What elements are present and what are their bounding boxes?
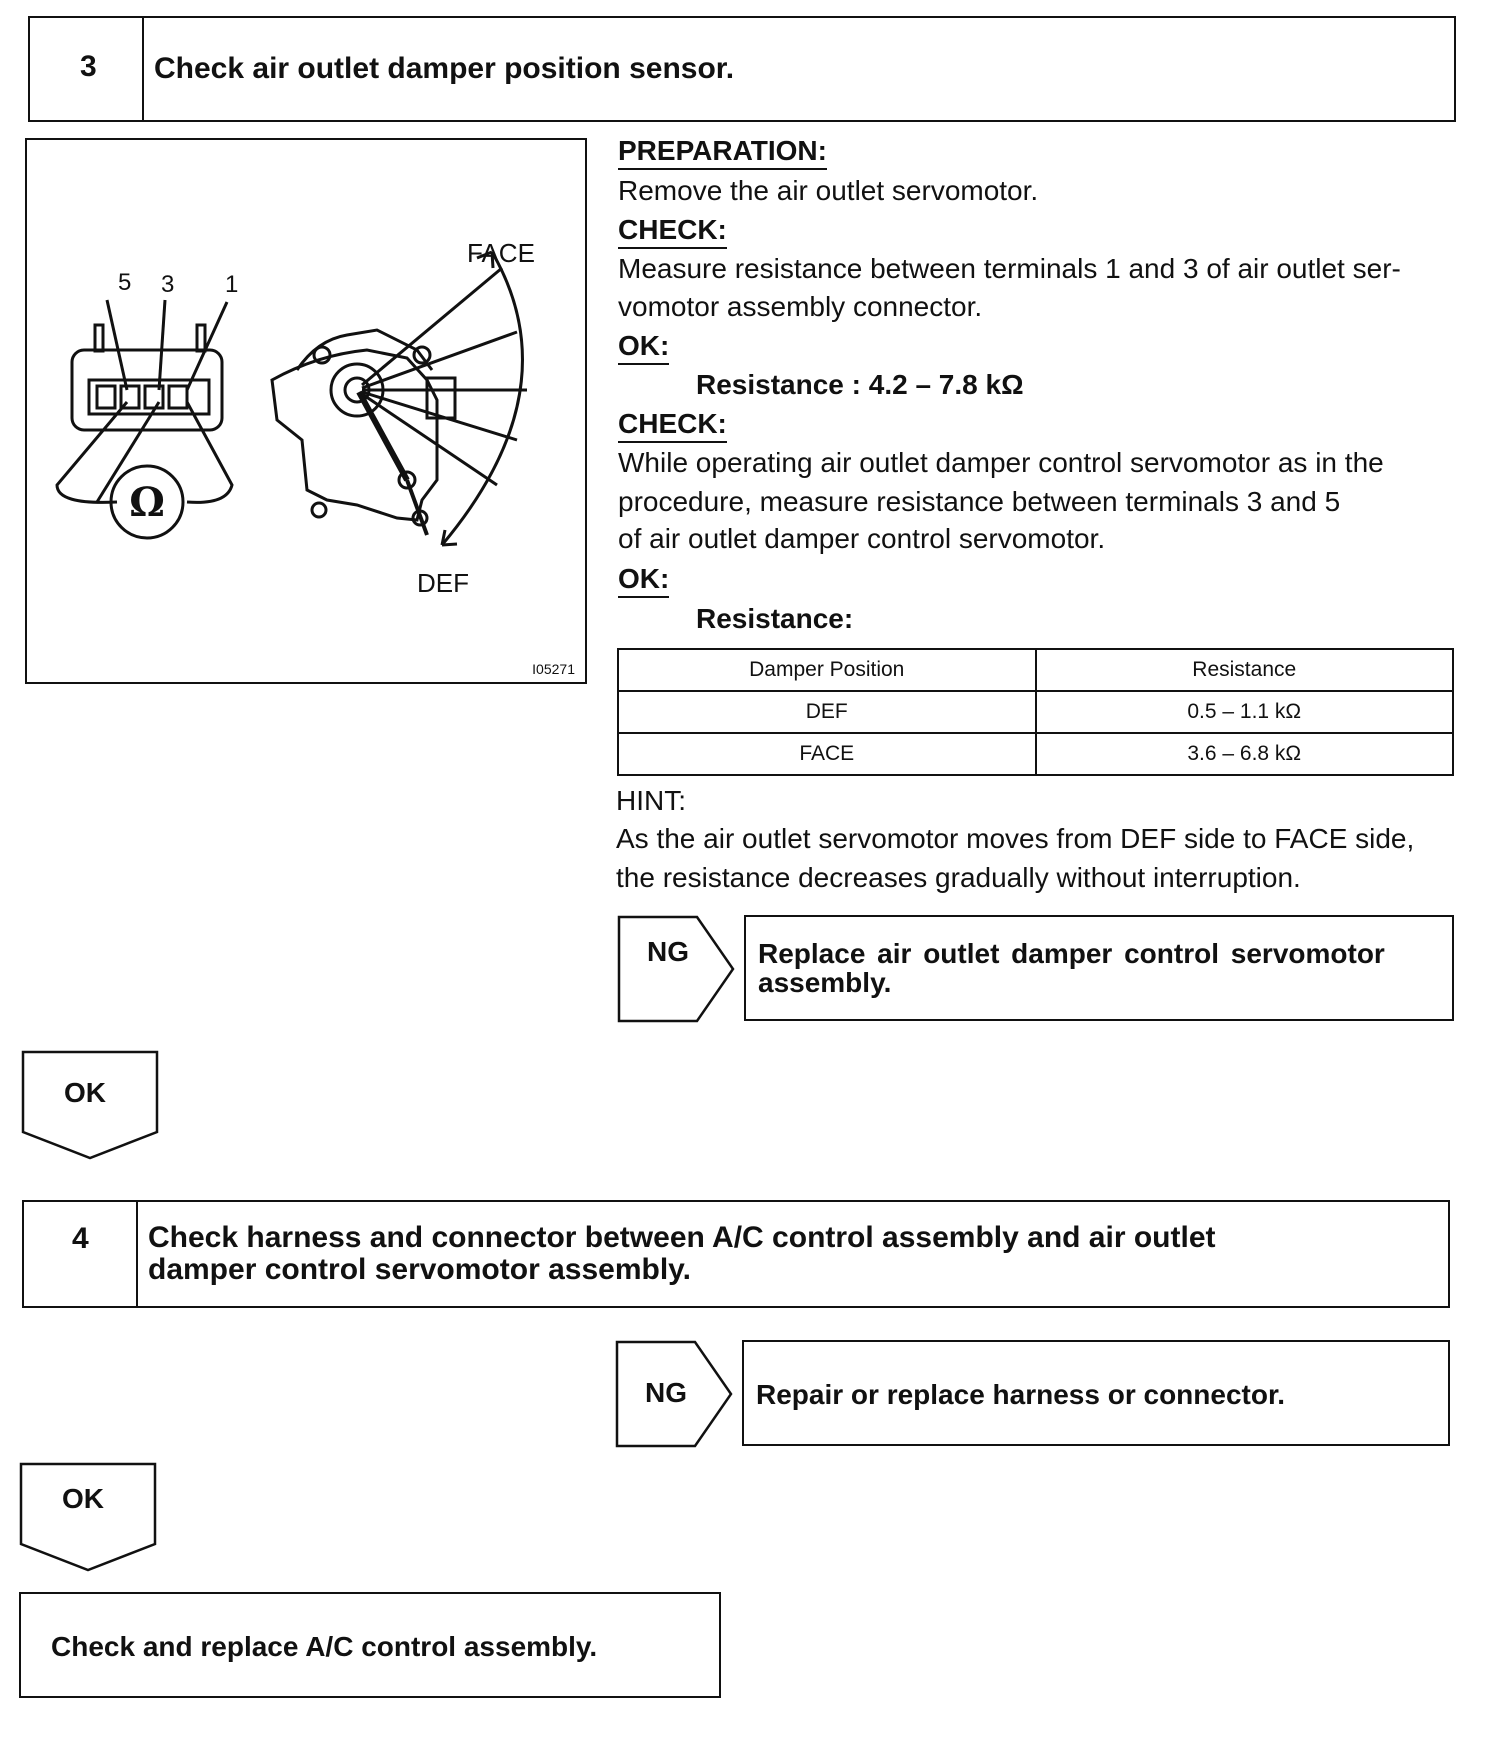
ng1-action-box <box>744 915 1454 1021</box>
terminal-label-1: 1 <box>225 271 239 298</box>
table-cell: 3.6 – 6.8 kΩ <box>1036 733 1454 775</box>
terminal-label-3: 3 <box>161 271 175 298</box>
table-header-row <box>618 649 1453 691</box>
face-label: FACE <box>467 238 535 268</box>
damper-sensor-illustration <box>27 140 585 682</box>
check2-text-line3: of air outlet damper control servomotor. <box>618 523 1106 554</box>
preparation-label: PREPARATION: <box>618 132 827 170</box>
table-row <box>618 733 1453 775</box>
ohm-symbol: Ω <box>129 479 165 526</box>
step4-title-line2: damper control servomotor assembly. <box>148 1253 691 1286</box>
ng-tag-2-text: NG <box>645 1377 687 1408</box>
table-cell: DEF <box>618 691 1036 733</box>
def-label: DEF <box>417 568 469 598</box>
check2-label: CHECK: <box>618 405 727 443</box>
ng2-action: Repair or replace harness or connector. <box>756 1379 1286 1410</box>
ok1-spec: Resistance : 4.2 – 7.8 kΩ <box>696 369 1024 400</box>
ok1-label: OK: <box>618 327 669 365</box>
final-action: Check and replace A/C control assembly. <box>51 1631 598 1662</box>
table-header-cell: Resistance <box>1036 649 1454 691</box>
step4-header <box>22 1200 1450 1308</box>
step3-header <box>28 16 1456 122</box>
ok-tag-1-text: OK <box>64 1077 106 1108</box>
terminal-label-5: 5 <box>118 269 132 296</box>
table-header-cell: Damper Position <box>618 649 1036 691</box>
preparation-text: Remove the air outlet servomotor. <box>618 175 1039 206</box>
ok-tag-2 <box>19 1462 159 1572</box>
ng1-action-line2: assembly. <box>758 967 892 998</box>
check2-text-line2: procedure, measure resistance between terminals 3 and 5 <box>618 486 1341 517</box>
check1-label: CHECK: <box>618 211 727 249</box>
ok-tag-2-text: OK <box>62 1483 104 1514</box>
check2-text-line1: While operating air outlet damper control servomotor as in the <box>618 447 1384 478</box>
table-row <box>618 691 1453 733</box>
ng2-action-box <box>742 1340 1450 1446</box>
table-cell: FACE <box>618 733 1036 775</box>
step4-title-line1: Check harness and connector between A/C control assembly and air outlet <box>148 1221 1216 1254</box>
check1-text-line1: Measure resistance between terminals 1 and 3 of air outlet ser- <box>618 253 1401 284</box>
hint-text-line2: the resistance decreases gradually without interruption. <box>616 862 1301 893</box>
step3-divider <box>142 18 144 120</box>
step4-divider <box>136 1202 138 1306</box>
ng-tag-1-text: NG <box>647 936 689 967</box>
table-cell: 0.5 – 1.1 kΩ <box>1036 691 1454 733</box>
figure-id: I05271 <box>532 661 575 677</box>
final-action-box <box>19 1592 721 1698</box>
step3-title: Check air outlet damper position sensor. <box>154 52 735 85</box>
resistance-table <box>617 648 1454 776</box>
step4-number: 4 <box>72 1222 89 1255</box>
ok-tag-1 <box>21 1050 161 1160</box>
ng-tag-1 <box>617 915 737 1023</box>
ng-tag-2 <box>615 1340 735 1448</box>
ng1-action-line1: Replace air outlet damper control servomotor <box>758 938 1385 969</box>
hint-text-line1: As the air outlet servomotor moves from DEF side to FACE side, <box>616 823 1415 854</box>
check1-text-line2: vomotor assembly connector. <box>618 291 983 322</box>
ok2-spec: Resistance: <box>696 603 854 634</box>
figure-panel <box>25 138 587 684</box>
ok2-label: OK: <box>618 560 669 598</box>
hint-label: HINT: <box>616 785 686 816</box>
step3-number: 3 <box>80 50 97 83</box>
